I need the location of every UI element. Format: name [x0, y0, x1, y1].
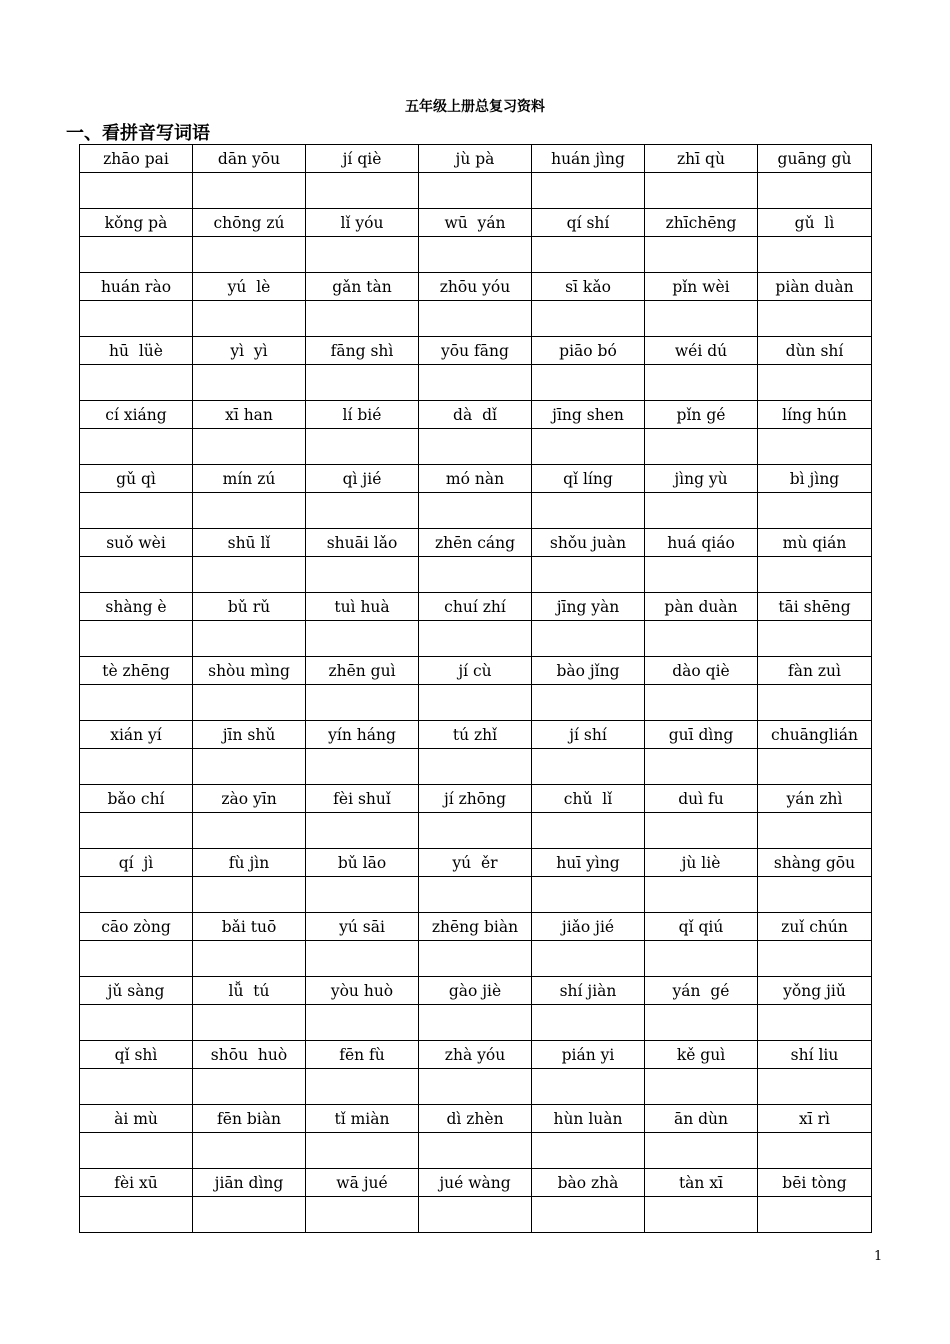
- writing-cell[interactable]: [80, 685, 193, 721]
- pinyin-cell: piàn duàn: [758, 273, 872, 301]
- writing-cell[interactable]: [758, 493, 872, 529]
- writing-cell[interactable]: [419, 557, 532, 593]
- pinyin-cell: gǎn tàn: [306, 273, 419, 301]
- pinyin-cell: gào jiè: [419, 977, 532, 1005]
- writing-cell[interactable]: [758, 749, 872, 785]
- writing-row: [80, 1005, 872, 1041]
- pinyin-cell: xī han: [193, 401, 306, 429]
- pinyin-cell: huī yìng: [532, 849, 645, 877]
- pinyin-cell: fèi shuǐ: [306, 785, 419, 813]
- writing-cell[interactable]: [758, 429, 872, 465]
- pinyin-worksheet-table: [79, 144, 872, 1233]
- writing-cell[interactable]: [193, 1197, 306, 1233]
- writing-cell[interactable]: [80, 1005, 193, 1041]
- pinyin-cell: bǔ rǔ: [193, 593, 306, 621]
- pinyin-cell: dà dǐ: [419, 401, 532, 429]
- pinyin-cell: yōu fāng: [419, 337, 532, 365]
- writing-cell[interactable]: [306, 1069, 419, 1105]
- writing-cell[interactable]: [419, 237, 532, 273]
- pinyin-cell: xián yí: [80, 721, 193, 749]
- writing-cell[interactable]: [758, 813, 872, 849]
- writing-row: [80, 237, 872, 273]
- pinyin-cell: ài mù: [80, 1105, 193, 1133]
- pinyin-row: [80, 721, 872, 749]
- writing-cell[interactable]: [80, 1069, 193, 1105]
- writing-cell[interactable]: [306, 813, 419, 849]
- pinyin-cell: hùn luàn: [532, 1105, 645, 1133]
- pinyin-cell: jù pà: [419, 145, 532, 173]
- pinyin-cell: xī rì: [758, 1105, 872, 1133]
- pinyin-cell: duì fu: [645, 785, 758, 813]
- writing-cell[interactable]: [306, 1005, 419, 1041]
- writing-row: [80, 365, 872, 401]
- writing-row: [80, 941, 872, 977]
- writing-cell[interactable]: [306, 877, 419, 913]
- pinyin-cell: zhēn guì: [306, 657, 419, 685]
- writing-cell[interactable]: [193, 1069, 306, 1105]
- writing-cell[interactable]: [645, 813, 758, 849]
- pinyin-cell: piāo bó: [532, 337, 645, 365]
- pinyin-cell: zhēn cáng: [419, 529, 532, 557]
- pinyin-cell: qǐ qiú: [645, 913, 758, 941]
- pinyin-cell: wū yán: [419, 209, 532, 237]
- writing-cell[interactable]: [758, 557, 872, 593]
- writing-cell[interactable]: [758, 1133, 872, 1169]
- writing-cell[interactable]: [758, 1197, 872, 1233]
- pinyin-cell: kě guì: [645, 1041, 758, 1069]
- pinyin-cell: yú lè: [193, 273, 306, 301]
- pinyin-row: [80, 849, 872, 877]
- pinyin-cell: chōng zú: [193, 209, 306, 237]
- pinyin-cell: lí bié: [306, 401, 419, 429]
- pinyin-cell: qǐ líng: [532, 465, 645, 493]
- writing-cell[interactable]: [306, 941, 419, 977]
- writing-row: [80, 685, 872, 721]
- writing-cell[interactable]: [645, 1069, 758, 1105]
- writing-cell[interactable]: [419, 365, 532, 401]
- writing-cell[interactable]: [80, 429, 193, 465]
- pinyin-cell: bǎi tuō: [193, 913, 306, 941]
- writing-row: [80, 557, 872, 593]
- pinyin-row: [80, 1169, 872, 1197]
- pinyin-row: [80, 593, 872, 621]
- writing-cell[interactable]: [306, 749, 419, 785]
- writing-cell[interactable]: [306, 301, 419, 337]
- writing-cell[interactable]: [306, 557, 419, 593]
- writing-cell[interactable]: [80, 237, 193, 273]
- writing-cell[interactable]: [532, 301, 645, 337]
- pinyin-cell: chǔ lǐ: [532, 785, 645, 813]
- pinyin-row: [80, 785, 872, 813]
- pinyin-cell: yú sāi: [306, 913, 419, 941]
- writing-cell[interactable]: [193, 557, 306, 593]
- writing-cell[interactable]: [645, 557, 758, 593]
- pinyin-cell: tuì huà: [306, 593, 419, 621]
- writing-cell[interactable]: [645, 1005, 758, 1041]
- writing-cell[interactable]: [758, 173, 872, 209]
- writing-cell[interactable]: [532, 1197, 645, 1233]
- writing-cell[interactable]: [419, 301, 532, 337]
- pinyin-cell: wā jué: [306, 1169, 419, 1197]
- writing-cell[interactable]: [645, 1133, 758, 1169]
- pinyin-cell: ān dùn: [645, 1105, 758, 1133]
- pinyin-cell: bǎo chí: [80, 785, 193, 813]
- pinyin-cell: lǚ tú: [193, 977, 306, 1005]
- pinyin-cell: zào yīn: [193, 785, 306, 813]
- pinyin-cell: jīng yàn: [532, 593, 645, 621]
- pinyin-cell: jiǎo jié: [532, 913, 645, 941]
- writing-cell[interactable]: [532, 1133, 645, 1169]
- pinyin-row: [80, 913, 872, 941]
- writing-row: [80, 1197, 872, 1233]
- writing-cell[interactable]: [419, 941, 532, 977]
- pinyin-cell: zhēng biàn: [419, 913, 532, 941]
- pinyin-cell: chuí zhí: [419, 593, 532, 621]
- writing-cell[interactable]: [193, 429, 306, 465]
- pinyin-cell: shàng è: [80, 593, 193, 621]
- pinyin-cell: jué wàng: [419, 1169, 532, 1197]
- writing-cell[interactable]: [419, 429, 532, 465]
- writing-cell[interactable]: [80, 301, 193, 337]
- writing-cell[interactable]: [80, 813, 193, 849]
- writing-cell[interactable]: [532, 429, 645, 465]
- pinyin-cell: fēn biàn: [193, 1105, 306, 1133]
- writing-cell[interactable]: [306, 1197, 419, 1233]
- writing-cell[interactable]: [645, 621, 758, 657]
- writing-cell[interactable]: [758, 365, 872, 401]
- pinyin-cell: bēi tòng: [758, 1169, 872, 1197]
- writing-cell[interactable]: [193, 749, 306, 785]
- writing-cell[interactable]: [645, 941, 758, 977]
- writing-row: [80, 493, 872, 529]
- writing-cell[interactable]: [419, 877, 532, 913]
- writing-cell[interactable]: [758, 685, 872, 721]
- writing-row: [80, 1069, 872, 1105]
- pinyin-cell: bào jǐng: [532, 657, 645, 685]
- pinyin-cell: jīn shǔ: [193, 721, 306, 749]
- pinyin-cell: yán gé: [645, 977, 758, 1005]
- pinyin-cell: chuānglián: [758, 721, 872, 749]
- pinyin-cell: shǒu juàn: [532, 529, 645, 557]
- writing-cell[interactable]: [419, 685, 532, 721]
- writing-cell[interactable]: [532, 365, 645, 401]
- writing-cell[interactable]: [193, 1005, 306, 1041]
- pinyin-cell: pàn duàn: [645, 593, 758, 621]
- pinyin-cell: shōu huò: [193, 1041, 306, 1069]
- pinyin-cell: jí cù: [419, 657, 532, 685]
- writing-cell[interactable]: [645, 365, 758, 401]
- pinyin-cell: zhī qù: [645, 145, 758, 173]
- writing-cell[interactable]: [80, 557, 193, 593]
- pinyin-cell: jiān dìng: [193, 1169, 306, 1197]
- writing-cell[interactable]: [193, 365, 306, 401]
- pinyin-cell: tāi shēng: [758, 593, 872, 621]
- writing-row: [80, 621, 872, 657]
- pinyin-cell: yú ěr: [419, 849, 532, 877]
- writing-cell[interactable]: [306, 173, 419, 209]
- writing-cell[interactable]: [306, 429, 419, 465]
- writing-cell[interactable]: [532, 173, 645, 209]
- pinyin-cell: qì jié: [306, 465, 419, 493]
- pinyin-row: [80, 657, 872, 685]
- pinyin-cell: zhōu yóu: [419, 273, 532, 301]
- writing-cell[interactable]: [758, 941, 872, 977]
- pinyin-cell: cāo zòng: [80, 913, 193, 941]
- writing-cell[interactable]: [532, 813, 645, 849]
- pinyin-cell: dào qiè: [645, 657, 758, 685]
- writing-cell[interactable]: [419, 813, 532, 849]
- writing-cell[interactable]: [80, 1197, 193, 1233]
- pinyin-cell: shí jiàn: [532, 977, 645, 1005]
- writing-cell[interactable]: [758, 877, 872, 913]
- pinyin-cell: zhāo pai: [80, 145, 193, 173]
- writing-row: [80, 1133, 872, 1169]
- pinyin-cell: dùn shí: [758, 337, 872, 365]
- pinyin-cell: jìng yù: [645, 465, 758, 493]
- pinyin-row: [80, 1105, 872, 1133]
- writing-cell[interactable]: [419, 749, 532, 785]
- pinyin-cell: bào zhà: [532, 1169, 645, 1197]
- pinyin-cell: shuāi lǎo: [306, 529, 419, 557]
- writing-row: [80, 813, 872, 849]
- writing-cell[interactable]: [758, 1069, 872, 1105]
- pinyin-row: [80, 977, 872, 1005]
- pinyin-cell: tǐ miàn: [306, 1105, 419, 1133]
- writing-cell[interactable]: [419, 173, 532, 209]
- writing-cell[interactable]: [532, 1005, 645, 1041]
- writing-cell[interactable]: [758, 301, 872, 337]
- pinyin-cell: lǐ yóu: [306, 209, 419, 237]
- pinyin-cell: qí jì: [80, 849, 193, 877]
- pinyin-cell: tàn xī: [645, 1169, 758, 1197]
- writing-cell[interactable]: [80, 749, 193, 785]
- pinyin-cell: fāng shì: [306, 337, 419, 365]
- pinyin-cell: qí shí: [532, 209, 645, 237]
- pinyin-cell: wéi dú: [645, 337, 758, 365]
- section-heading: 一、看拼音写词语: [66, 123, 210, 144]
- pinyin-cell: fù jìn: [193, 849, 306, 877]
- writing-cell[interactable]: [306, 621, 419, 657]
- writing-cell[interactable]: [419, 1005, 532, 1041]
- writing-cell[interactable]: [419, 621, 532, 657]
- writing-cell[interactable]: [645, 237, 758, 273]
- pinyin-cell: jǔ sàng: [80, 977, 193, 1005]
- pinyin-cell: yán zhì: [758, 785, 872, 813]
- pinyin-cell: dān yōu: [193, 145, 306, 173]
- writing-cell[interactable]: [193, 685, 306, 721]
- pinyin-cell: guāng gù: [758, 145, 872, 173]
- writing-cell[interactable]: [80, 1133, 193, 1169]
- writing-cell[interactable]: [306, 1133, 419, 1169]
- pinyin-cell: cí xiáng: [80, 401, 193, 429]
- writing-cell[interactable]: [306, 237, 419, 273]
- writing-cell[interactable]: [306, 685, 419, 721]
- writing-cell[interactable]: [532, 877, 645, 913]
- pinyin-cell: fēn fù: [306, 1041, 419, 1069]
- writing-cell[interactable]: [645, 1197, 758, 1233]
- writing-row: [80, 877, 872, 913]
- pinyin-row: [80, 529, 872, 557]
- pinyin-cell: kǒng pà: [80, 209, 193, 237]
- pinyin-cell: mù qián: [758, 529, 872, 557]
- pinyin-row: [80, 465, 872, 493]
- pinyin-cell: bǔ lāo: [306, 849, 419, 877]
- pinyin-cell: shí liu: [758, 1041, 872, 1069]
- writing-cell[interactable]: [193, 877, 306, 913]
- pinyin-cell: líng hún: [758, 401, 872, 429]
- writing-cell[interactable]: [758, 621, 872, 657]
- writing-cell[interactable]: [532, 685, 645, 721]
- writing-cell[interactable]: [645, 173, 758, 209]
- writing-cell[interactable]: [645, 877, 758, 913]
- writing-cell[interactable]: [645, 749, 758, 785]
- writing-cell[interactable]: [193, 813, 306, 849]
- pinyin-cell: tè zhēng: [80, 657, 193, 685]
- pinyin-cell: fèi xū: [80, 1169, 193, 1197]
- pinyin-cell: zhīchēng: [645, 209, 758, 237]
- pinyin-cell: pián yi: [532, 1041, 645, 1069]
- writing-cell[interactable]: [193, 301, 306, 337]
- pinyin-cell: huá qiáo: [645, 529, 758, 557]
- writing-cell[interactable]: [419, 1197, 532, 1233]
- page-number: 1: [874, 1249, 883, 1264]
- writing-cell[interactable]: [80, 877, 193, 913]
- writing-cell[interactable]: [532, 621, 645, 657]
- writing-cell[interactable]: [645, 685, 758, 721]
- pinyin-cell: fàn zuì: [758, 657, 872, 685]
- pinyin-cell: tú zhǐ: [419, 721, 532, 749]
- writing-row: [80, 429, 872, 465]
- pinyin-cell: gǔ qì: [80, 465, 193, 493]
- writing-cell[interactable]: [193, 493, 306, 529]
- pinyin-cell: mó nàn: [419, 465, 532, 493]
- pinyin-cell: yǒng jiǔ: [758, 977, 872, 1005]
- pinyin-cell: jí zhōng: [419, 785, 532, 813]
- pinyin-cell: pǐn gé: [645, 401, 758, 429]
- pinyin-cell: zuǐ chún: [758, 913, 872, 941]
- pinyin-cell: jí qiè: [306, 145, 419, 173]
- pinyin-cell: jù liè: [645, 849, 758, 877]
- pinyin-row: [80, 1041, 872, 1069]
- writing-cell[interactable]: [419, 1069, 532, 1105]
- writing-cell[interactable]: [80, 621, 193, 657]
- pinyin-cell: shòu mìng: [193, 657, 306, 685]
- writing-cell[interactable]: [645, 301, 758, 337]
- document-title: 五年级上册总复习资料: [405, 99, 545, 115]
- writing-cell[interactable]: [193, 173, 306, 209]
- writing-cell[interactable]: [645, 493, 758, 529]
- pinyin-cell: huán rào: [80, 273, 193, 301]
- pinyin-row: [80, 209, 872, 237]
- writing-cell[interactable]: [419, 493, 532, 529]
- writing-cell[interactable]: [193, 1133, 306, 1169]
- writing-cell[interactable]: [80, 493, 193, 529]
- pinyin-cell: guī dìng: [645, 721, 758, 749]
- writing-cell[interactable]: [532, 237, 645, 273]
- writing-cell[interactable]: [532, 1069, 645, 1105]
- pinyin-cell: yín háng: [306, 721, 419, 749]
- pinyin-cell: bì jìng: [758, 465, 872, 493]
- writing-cell[interactable]: [532, 557, 645, 593]
- pinyin-cell: pǐn wèi: [645, 273, 758, 301]
- pinyin-cell: yì yì: [193, 337, 306, 365]
- pinyin-cell: dì zhèn: [419, 1105, 532, 1133]
- writing-cell[interactable]: [645, 429, 758, 465]
- writing-row: [80, 173, 872, 209]
- pinyin-cell: suǒ wèi: [80, 529, 193, 557]
- pinyin-row: [80, 337, 872, 365]
- pinyin-cell: zhà yóu: [419, 1041, 532, 1069]
- pinyin-cell: shàng gōu: [758, 849, 872, 877]
- writing-cell[interactable]: [193, 621, 306, 657]
- pinyin-cell: gǔ lì: [758, 209, 872, 237]
- pinyin-cell: huán jìng: [532, 145, 645, 173]
- pinyin-cell: yòu huò: [306, 977, 419, 1005]
- writing-cell[interactable]: [758, 1005, 872, 1041]
- writing-row: [80, 301, 872, 337]
- pinyin-cell: mín zú: [193, 465, 306, 493]
- writing-cell[interactable]: [80, 173, 193, 209]
- writing-cell[interactable]: [532, 493, 645, 529]
- pinyin-cell: jīng shen: [532, 401, 645, 429]
- pinyin-cell: shū lǐ: [193, 529, 306, 557]
- writing-cell[interactable]: [758, 237, 872, 273]
- pinyin-cell: jí shí: [532, 721, 645, 749]
- writing-cell[interactable]: [306, 493, 419, 529]
- writing-cell[interactable]: [80, 365, 193, 401]
- writing-cell[interactable]: [193, 237, 306, 273]
- writing-cell[interactable]: [419, 1133, 532, 1169]
- writing-cell[interactable]: [306, 365, 419, 401]
- pinyin-cell: hū lüè: [80, 337, 193, 365]
- pinyin-row: [80, 145, 872, 173]
- writing-cell[interactable]: [532, 941, 645, 977]
- pinyin-row: [80, 401, 872, 429]
- pinyin-cell: sī kǎo: [532, 273, 645, 301]
- writing-row: [80, 749, 872, 785]
- writing-cell[interactable]: [532, 749, 645, 785]
- writing-cell[interactable]: [193, 941, 306, 977]
- writing-cell[interactable]: [80, 941, 193, 977]
- pinyin-row: [80, 273, 872, 301]
- pinyin-cell: qǐ shì: [80, 1041, 193, 1069]
